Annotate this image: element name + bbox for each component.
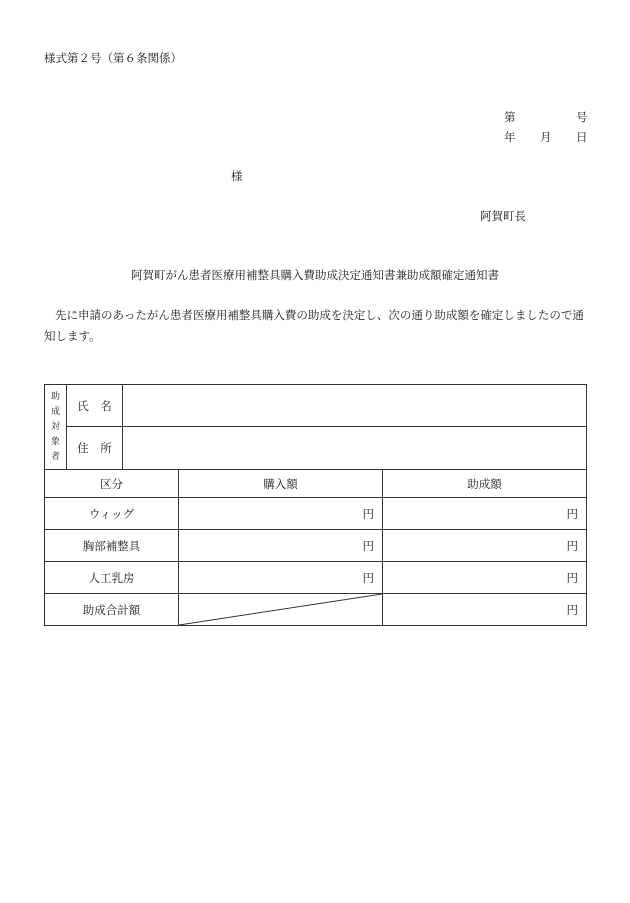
row-category: 胸部補整具 (45, 530, 179, 562)
diagonal-strike (179, 594, 382, 625)
address-row (45, 427, 587, 470)
name-label: 氏 名 (67, 385, 123, 427)
date-month: 月 (540, 130, 552, 144)
row-category: 人工乳房 (45, 562, 179, 594)
address-label: 住 所 (67, 427, 123, 470)
col-subsidy: 助成額 (383, 470, 587, 498)
total-label: 助成合計額 (45, 594, 179, 626)
document-title: 阿賀町がん患者医療用補整具購入費助成決定通知書兼助成額確定通知書 (131, 268, 499, 282)
subsidy-field[interactable]: 円 (383, 530, 587, 562)
table-row (45, 562, 587, 594)
total-row (45, 594, 587, 626)
address-field[interactable] (123, 427, 587, 470)
doc-number-label: 第 (504, 110, 516, 124)
subject-label: 助 成 対 象 者 (50, 391, 60, 462)
subsidy-table (44, 384, 587, 626)
issuer: 阿賀町長 (480, 209, 526, 223)
name-row (45, 385, 587, 427)
doc-number-suffix: 号 (576, 110, 588, 124)
table-row (45, 498, 587, 530)
form-number: 様式第２号（第６条関係） (44, 51, 182, 65)
total-purchase-crossed (179, 594, 383, 626)
subsidy-field[interactable]: 円 (383, 498, 587, 530)
subject-label-cell (45, 385, 67, 470)
col-purchase: 購入額 (179, 470, 383, 498)
purchase-field[interactable]: 円 (179, 530, 383, 562)
purchase-field[interactable]: 円 (179, 562, 383, 594)
name-field[interactable] (123, 385, 587, 427)
row-category: ウィッグ (45, 498, 179, 530)
total-subsidy-field[interactable]: 円 (383, 594, 587, 626)
recipient-honorific: 様 (231, 169, 243, 183)
subsidy-field[interactable]: 円 (383, 562, 587, 594)
date-day: 日 (576, 130, 588, 144)
table-row (45, 530, 587, 562)
date-year: 年 (504, 130, 516, 144)
header-row (45, 470, 587, 498)
purchase-field[interactable]: 円 (179, 498, 383, 530)
body-text: 先に申請のあったがん患者医療用補整具購入費の助成を決定し、次の通り助成額を確定しましたので通知します。 (44, 308, 584, 343)
col-category: 区分 (45, 470, 179, 498)
